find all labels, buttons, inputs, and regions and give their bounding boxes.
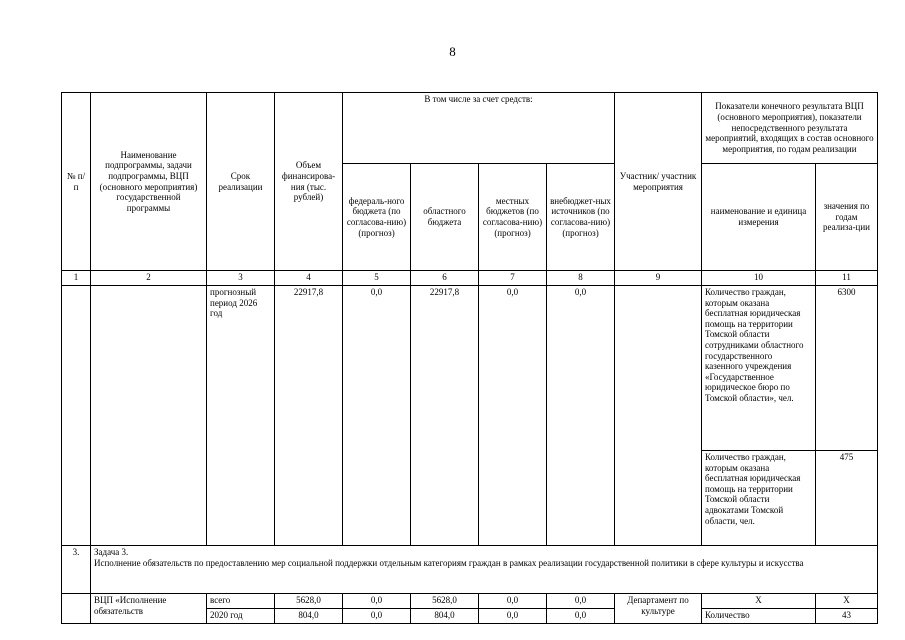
empty-cell [62,594,91,624]
vcp-participant: Департамент по культуре [615,594,702,624]
vcp-total: 5628,0 [275,594,343,609]
column-number: 10 [702,271,816,286]
task-number: 3. [62,546,91,594]
task-text: Исполнение обязательств по предоставлению мер социальной поддержки отдельным категориям граждан в рамках реализации государственной политики в сфере культуры и искусства [94,557,804,568]
vcp-value: Х [816,594,878,609]
empty-cell [91,286,207,546]
empty-cell [615,286,702,546]
column-number: 6 [411,271,479,286]
column-number: 1 [62,271,91,286]
vcp-extrabudget: 0,0 [547,594,615,609]
header-col10: наименование и единица измерения [702,164,816,271]
forecast-federal: 0,0 [343,286,411,546]
vcp-value: 43 [816,609,878,624]
header-col5: федераль-ного бюджета (по согласова-нию) (прогноз) [343,164,411,271]
vcp-indicator: Количество [702,609,816,624]
column-number: 4 [275,271,343,286]
forecast-regional: 22917,8 [411,286,479,546]
column-number: 8 [547,271,615,286]
header-group-including: В том числе за счет средств: [343,93,615,164]
forecast-extrabudget: 0,0 [547,286,615,546]
indicator-value: 475 [816,451,878,546]
vcp-regional: 804,0 [411,609,479,624]
vcp-federal: 0,0 [343,609,411,624]
forecast-total: 22917,8 [275,286,343,546]
column-number: 2 [91,271,207,286]
indicator-value: 6300 [816,286,878,451]
header-col7: местных бюджетов (по согласова-нию) (прогноз) [479,164,547,271]
header-col11: значения по годам реализа-ции [816,164,878,271]
column-number: 5 [343,271,411,286]
header-col8: внебюджет-ных источников (по согласова-нию) (прогноз) [547,164,615,271]
vcp-period: всего [207,594,275,609]
column-number-row [62,271,878,286]
task-description [91,546,878,594]
forecast-row [62,286,878,451]
indicator-name: Количество граждан, которым оказана бесплатная юридическая помощь на территории Томской области адвокатами Томской области, чел. [702,451,816,546]
vcp-period: 2020 год [207,609,275,624]
vcp-local: 0,0 [479,609,547,624]
forecast-period: прогнозный период 2026 год [207,286,275,546]
task-title: Задача 3. [94,547,129,557]
forecast-local: 0,0 [479,286,547,546]
task-row [62,546,878,594]
header-col3: Срок реализации [207,93,275,271]
vcp-total: 804,0 [275,609,343,624]
indicator-name: Количество граждан, которым оказана бесплатная юридическая помощь на территории Томской области сотрудниками областного государственного казенного учреждения «Государственное юридическое бюро по Томской области», чел. [702,286,816,451]
header-group-indicators: Показатели конечного результата ВЦП (основного мероприятия), показатели непосредственного результата мероприятий, входящих в состав основного мероприятия, по годам реализации [702,93,878,164]
vcp-extrabudget: 0,0 [547,609,615,624]
header-col9: Участник/ участник мероприятия [615,93,702,271]
vcp-name: ВЦП «Исполнение обязательств [91,594,207,624]
column-number: 7 [479,271,547,286]
vcp-indicator: Х [702,594,816,609]
header-col1: № п/п [62,93,91,271]
vcp-regional: 5628,0 [411,594,479,609]
header-col2: Наименование подпрограммы, задачи подпрограммы, ВЦП (основного мероприятия) государственной программы [91,93,207,271]
column-number: 9 [615,271,702,286]
program-table [61,92,878,624]
header-col4: Объем финансирова-ния (тыс. рублей) [275,93,343,271]
vcp-total-row [62,594,878,609]
vcp-local: 0,0 [479,594,547,609]
vcp-federal: 0,0 [343,594,411,609]
empty-cell [62,286,91,546]
header-col6: областного бюджета [411,164,479,271]
column-number: 3 [207,271,275,286]
page-number: 8 [449,44,456,59]
column-number: 11 [816,271,878,286]
